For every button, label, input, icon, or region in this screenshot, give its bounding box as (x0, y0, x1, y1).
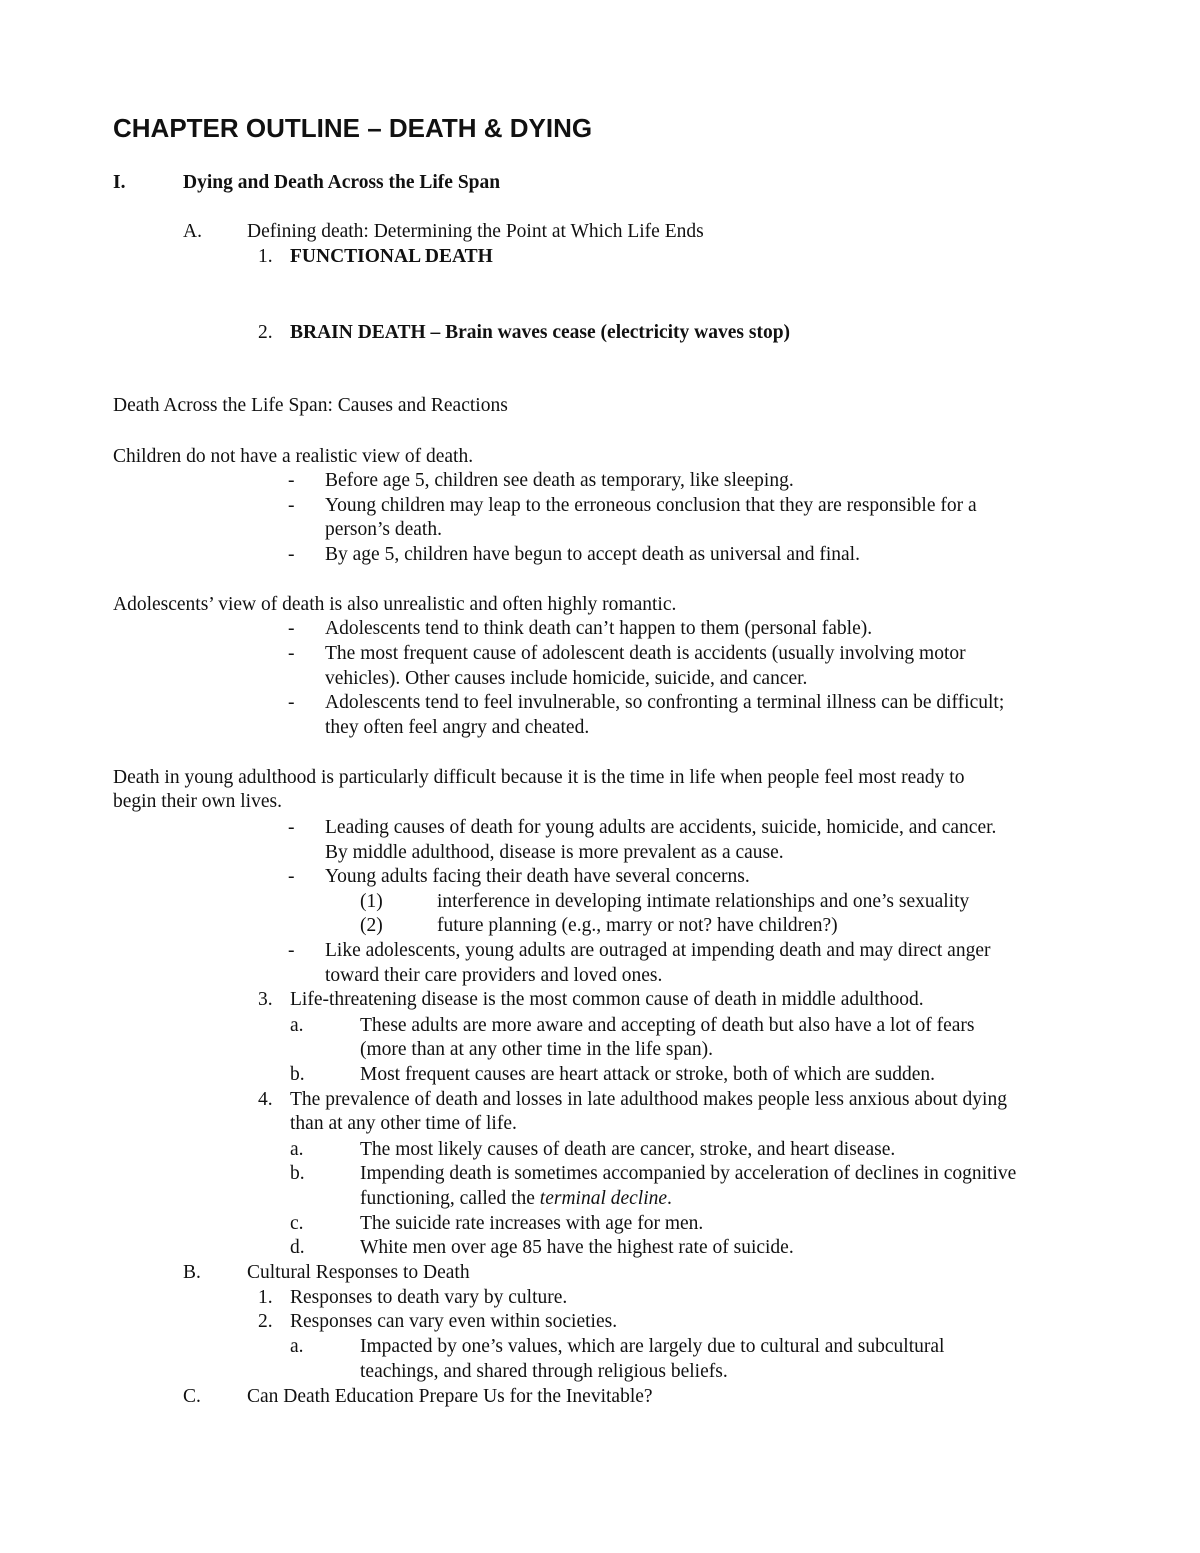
subheading: Death Across the Life Span: Causes and Reactions (113, 395, 508, 416)
list-item-cont: By middle adulthood, disease is more prevalent as a cause. (325, 842, 784, 863)
young-adults-intro: Death in young adulthood is particularly difficult because it is the time in life when people feel most ready to (113, 767, 965, 788)
list-item: These adults are more aware and accepting of death but also have a lot of fears (360, 1015, 975, 1036)
text: functioning, called the (360, 1188, 540, 1209)
brain-death: BRAIN DEATH – Brain waves cease (electricity waves stop) (290, 322, 791, 343)
list-marker: 3. (258, 989, 273, 1010)
list-item: Adolescents tend to feel invulnerable, so confronting a terminal illness can be difficult; (325, 692, 1005, 713)
list-item: Responses can vary even within societies. (290, 1311, 618, 1332)
list-marker: c. (290, 1213, 304, 1234)
list-item: Impending death is sometimes accompanied by acceleration of declines in cognitive (360, 1163, 1017, 1184)
section-B-marker: B. (183, 1262, 201, 1283)
section-B-text: Cultural Responses to Death (247, 1262, 470, 1283)
list-item: By age 5, children have begun to accept death as universal and final. (325, 544, 860, 565)
page-title: CHAPTER OUTLINE – DEATH & DYING (113, 113, 593, 143)
list-marker: a. (290, 1139, 304, 1160)
functional-death: FUNCTIONAL DEATH (290, 246, 493, 267)
list-item: Most frequent causes are heart attack or stroke, both of which are sudden. (360, 1064, 936, 1085)
list-item: Impacted by one’s values, which are largely due to cultural and subcultural (360, 1336, 945, 1357)
bullet-dash: - (288, 495, 295, 516)
list-item: Adolescents tend to think death can’t happen to them (personal fable). (325, 618, 873, 639)
list-marker: 1. (258, 246, 273, 267)
section-I-heading: Dying and Death Across the Life Span (183, 172, 501, 193)
list-item-cont: teachings, and shared through religious beliefs. (360, 1361, 728, 1382)
list-item: The suicide rate increases with age for men. (360, 1213, 704, 1234)
list-marker: a. (290, 1336, 304, 1357)
section-I-marker: I. (113, 172, 126, 193)
list-marker: (2) (360, 915, 383, 936)
list-item: interference in developing intimate relationships and one’s sexuality (437, 891, 970, 912)
section-A-text: Defining death: Determining the Point at Which Life Ends (247, 221, 704, 242)
bullet-dash: - (288, 940, 295, 961)
list-marker: d. (290, 1237, 305, 1258)
list-item: Young children may leap to the erroneous conclusion that they are responsible for a (325, 495, 977, 516)
list-item-cont: they often feel angry and cheated. (325, 717, 590, 738)
list-marker: a. (290, 1015, 304, 1036)
list-item: White men over age 85 have the highest rate of suicide. (360, 1237, 794, 1258)
emphasis-term: terminal decline (539, 1188, 668, 1209)
adolescents-intro: Adolescents’ view of death is also unrealistic and often highly romantic. (113, 594, 677, 615)
list-item-cont: person’s death. (325, 519, 442, 540)
list-item: Before age 5, children see death as temporary, like sleeping. (325, 470, 794, 491)
children-intro: Children do not have a realistic view of death. (113, 446, 474, 467)
list-marker: b. (290, 1064, 305, 1085)
bullet-dash: - (288, 470, 295, 491)
bullet-dash: - (288, 866, 295, 887)
list-item: Leading causes of death for young adults are accidents, suicide, homicide, and cancer. (325, 817, 997, 838)
bullet-dash: - (288, 544, 295, 565)
list-item-cont (360, 1187, 672, 1211)
section-A-marker: A. (183, 221, 202, 242)
list-marker: (1) (360, 891, 383, 912)
list-item: future planning (e.g., marry or not? have children?) (437, 915, 838, 936)
list-marker: b. (290, 1163, 305, 1184)
bullet-dash: - (288, 817, 295, 838)
list-marker: 2. (258, 322, 273, 343)
list-marker: 1. (258, 1287, 273, 1308)
bullet-dash: - (288, 643, 295, 664)
list-item-cont: toward their care providers and loved ones. (325, 965, 663, 986)
list-item: Young adults facing their death have several concerns. (325, 866, 750, 887)
list-item: Responses to death vary by culture. (290, 1287, 568, 1308)
text: . (667, 1188, 672, 1209)
list-item: Life-threatening disease is the most common cause of death in middle adulthood. (290, 989, 924, 1010)
section-C-marker: C. (183, 1386, 201, 1407)
bullet-dash: - (288, 618, 295, 639)
list-marker: 2. (258, 1311, 273, 1332)
list-item-cont: (more than at any other time in the life span). (360, 1039, 714, 1060)
list-item: The prevalence of death and losses in late adulthood makes people less anxious about dying (290, 1089, 1007, 1110)
list-item-cont: vehicles). Other causes include homicide, suicide, and cancer. (325, 668, 808, 689)
list-item-cont: than at any other time of life. (290, 1113, 517, 1134)
list-item: The most likely causes of death are cancer, stroke, and heart disease. (360, 1139, 896, 1160)
list-item: Like adolescents, young adults are outraged at impending death and may direct anger (325, 940, 991, 961)
list-item: The most frequent cause of adolescent death is accidents (usually involving motor (325, 643, 966, 664)
young-adults-intro-cont: begin their own lives. (113, 791, 282, 812)
list-marker: 4. (258, 1089, 273, 1110)
bullet-dash: - (288, 692, 295, 713)
section-C-text: Can Death Education Prepare Us for the Inevitable? (247, 1386, 653, 1407)
